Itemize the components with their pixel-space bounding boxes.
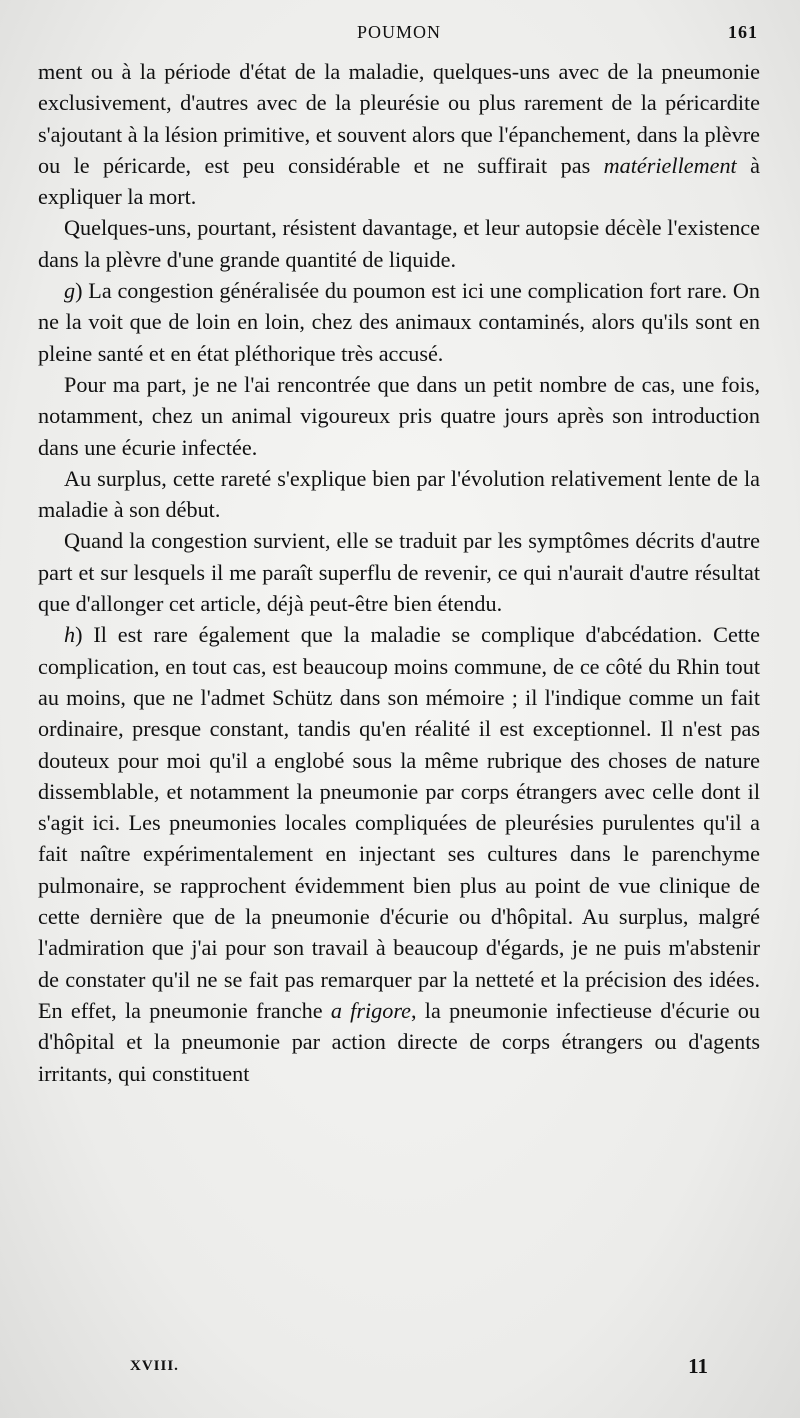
paragraph — [38, 525, 760, 619]
text-run: à expliquer la mort. — [38, 152, 760, 210]
italic-text: matériellement — [603, 152, 737, 178]
italic-text: a frigore — [330, 997, 411, 1023]
text-run: ) La congestion généralisée du poumon est ici une complication fort rare. On ne la voit que de loin en loin, chez des animaux contaminés, alors qu'ils sont en pleine santé et en état pléthorique très accusé. — [38, 278, 760, 366]
sheet-number: 11 — [688, 1354, 708, 1378]
body-text — [38, 56, 760, 1089]
text-run: Quand la congestion survient, elle se traduit par les symptômes décrits d'autre part et sur lesquels il me paraît superflu de revenir, ce qui n'aurait d'autre résultat que d'allonger cet article, déjà peut-être bien étendu. — [38, 528, 760, 617]
italic-text: g — [64, 278, 76, 304]
text-run: ment ou à la période d'état de la maladie, quelques-uns avec de la pneumonie exclusivement, d'autres avec de la pleurésie ou plus rarement de la péricardite s'ajoutant à la lésion primitive, et souvent alors que l'épanchement, dans la plèvre ou le péricarde, est peu considérable et ne suffirait pas — [38, 59, 760, 178]
page-footer — [40, 1352, 708, 1382]
running-head — [40, 22, 758, 50]
paragraph — [38, 619, 760, 1088]
text-run: Pour ma part, je ne l'ai rencontrée que dans un petit nombre de cas, une fois, notamment, chez un animal vigoureux pris quatre jours après son introduction dans une écurie infectée. — [38, 371, 760, 460]
signature-mark: XVIII. — [130, 1358, 179, 1374]
italic-text: h — [64, 622, 76, 648]
paragraph — [38, 463, 760, 526]
paragraph — [38, 56, 760, 212]
text-run: ) Il est rare également que la maladie se complique d'abcédation. Cette complication, en tout cas, est beaucoup moins commune, de ce côté du Rhin tout au moins, que ne l'admet Schütz dans son mémoire ; il l'indique comme un fait ordinaire, presque constant, tandis qu'en réalité il est exceptionnel. Il n'est pas douteux pour moi qu'il a englobé sous la même rubrique des choses de nature dissemblable, et notamment la pneumonie par corps étrangers avec celle dont il s'agit ici. Les pneumonies locales compliquées de pleurésies purulentes qu'il a fait naître expérimentalement en injectant ses cultures dans le parenchyme pulmonaire, se rapprochent évidemment bien plus au point de vue clinique de cette dernière que de la pneumonie d'écurie ou d'hôpital. Au surplus, malgré l'admiration que j'ai pour son travail à beaucoup d'égards, je ne puis m'abstenir de constater qu'il ne se fait pas remarquer par la netteté et la précision des idées. En effet, la pneumonie franche — [38, 622, 760, 1023]
page-number: 161 — [728, 22, 758, 42]
paragraph — [38, 275, 760, 369]
paragraph — [38, 212, 760, 275]
text-run: , la pneumonie infectieuse d'écurie ou d'hôpital et la pneumonie par action directe de corps étrangers ou d'agents irritants, qui constituent — [38, 997, 760, 1086]
running-title: POUMON — [356, 22, 441, 42]
text-run: Au surplus, cette rareté s'explique bien par l'évolution relativement lente de la maladie à son début. — [38, 465, 760, 523]
paragraph — [38, 369, 760, 463]
text-run: Quelques-uns, pourtant, résistent davantage, et leur autopsie décèle l'existence dans la plèvre d'une grande quantité de liquide. — [38, 215, 760, 272]
